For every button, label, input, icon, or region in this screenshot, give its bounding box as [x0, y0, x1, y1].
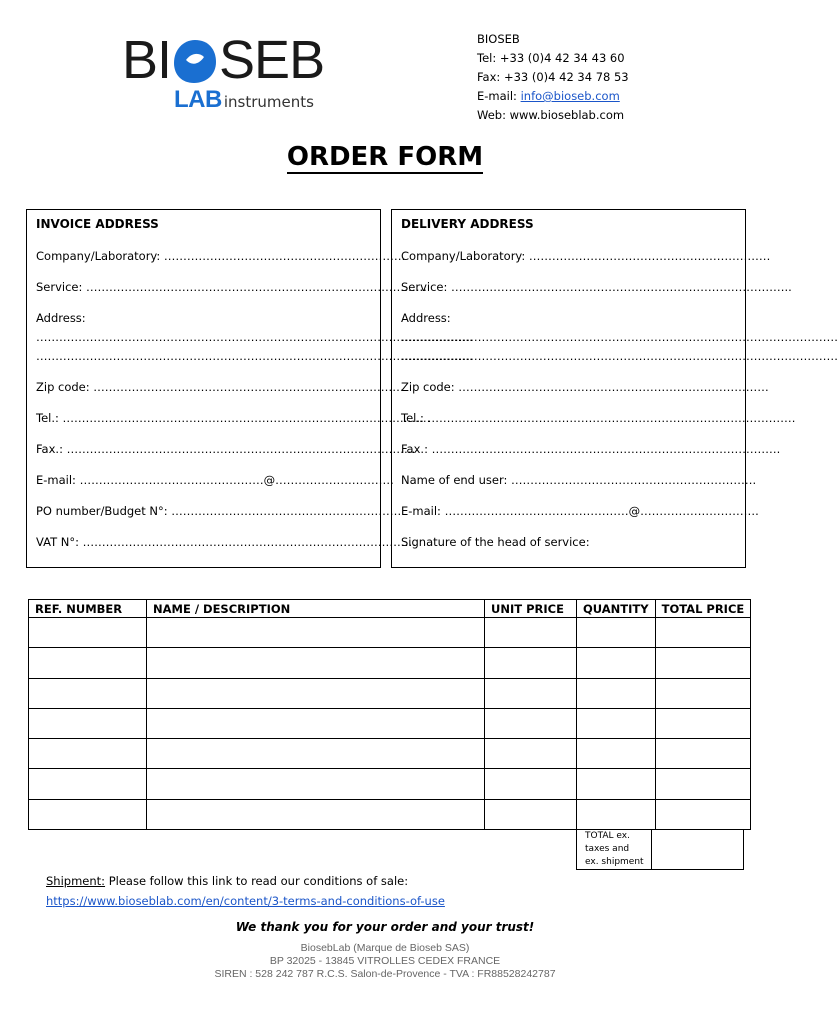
cell-description[interactable] — [147, 799, 485, 829]
table-row — [29, 769, 751, 799]
thank-you-message: We thank you for your order and your trust! — [235, 920, 535, 934]
cell-ref[interactable] — [29, 678, 147, 708]
contact-fax: Fax: +33 (0)4 42 34 78 53 — [477, 70, 629, 84]
invoice-address-line-2[interactable]: …………………………………………………………………………………………………… — [36, 349, 473, 363]
delivery-zip-field[interactable]: Zip code: ……………………………………………………………………… — [401, 380, 769, 394]
table-header-row — [29, 600, 751, 618]
logo-instruments-text: instruments — [223, 93, 314, 111]
page-title: ORDER FORM — [286, 142, 484, 172]
shipment-note — [46, 871, 445, 911]
cell-quantity[interactable] — [577, 799, 656, 829]
cell-unit-price[interactable] — [485, 739, 577, 769]
cell-total-price[interactable] — [655, 648, 751, 678]
invoice-address-label: Address: — [36, 311, 86, 325]
cell-ref[interactable] — [29, 769, 147, 799]
delivery-address-line-2[interactable]: …………………………………………………………………………………………………… — [401, 349, 838, 363]
invoice-fax-field[interactable]: Fax.: ………………………………………………………………………………. — [36, 442, 416, 456]
logo-text-right: SEB — [219, 30, 325, 90]
col-unit-price: UNIT PRICE — [485, 600, 577, 618]
bioseb-logo — [122, 32, 342, 112]
cell-unit-price[interactable] — [485, 648, 577, 678]
contact-tel: Tel: +33 (0)4 42 34 43 60 — [477, 51, 625, 65]
shipment-text: Please follow this link to read our conditions of sale: — [105, 874, 409, 888]
invoice-vat-field[interactable]: VAT N°: …………………………………………………………………………… — [36, 535, 417, 549]
table-row — [29, 708, 751, 738]
invoice-header: INVOICE ADDRESS — [36, 217, 159, 231]
cell-total-price[interactable] — [655, 799, 751, 829]
delivery-header: DELIVERY ADDRESS — [401, 217, 534, 231]
cell-unit-price[interactable] — [485, 799, 577, 829]
email-label: E-mail: — [477, 89, 521, 103]
footer — [0, 942, 770, 981]
cell-quantity[interactable] — [577, 739, 656, 769]
invoice-email-field[interactable]: E-mail: …………………………………………@…………………………. — [36, 473, 394, 487]
delivery-address-label: Address: — [401, 311, 451, 325]
footer-line-1: BiosebLab (Marque de Bioseb SAS) — [300, 942, 470, 954]
conditions-link[interactable]: https://www.bioseblab.com/en/content/3-terms-and-conditions-of-use — [46, 894, 445, 908]
order-items-table — [28, 599, 751, 830]
cell-unit-price[interactable] — [485, 708, 577, 738]
cell-total-price[interactable] — [655, 769, 751, 799]
total-row — [576, 829, 744, 870]
invoice-company-field[interactable]: Company/Laboratory: ……………………………………………………… — [36, 249, 406, 263]
contact-web: Web: www.bioseblab.com — [477, 108, 625, 122]
cell-ref[interactable] — [29, 739, 147, 769]
cell-unit-price[interactable] — [485, 769, 577, 799]
delivery-email-field[interactable]: E-mail: …………………………………………@…………………………. — [401, 504, 759, 518]
logo-text-left: BI — [122, 30, 172, 90]
cell-ref[interactable] — [29, 618, 147, 648]
col-name-description: NAME / DESCRIPTION — [147, 600, 485, 618]
total-label-line-2: taxes and — [585, 844, 630, 854]
shipment-text-row — [46, 871, 445, 891]
invoice-tel-field[interactable]: Tel.: …………………………………………………………………………………… — [36, 411, 431, 425]
delivery-company-field[interactable]: Company/Laboratory: ……………………………………………………… — [401, 249, 771, 263]
cell-description[interactable] — [147, 708, 485, 738]
cell-ref[interactable] — [29, 799, 147, 829]
invoice-zip-field[interactable]: Zip code: ……………………………………………………………………… — [36, 380, 404, 394]
total-label-line-3: ex. shipment — [585, 857, 644, 867]
delivery-end-user-field[interactable]: Name of end user: ………………………………………………………. — [401, 473, 757, 487]
col-quantity: QUANTITY — [577, 600, 656, 618]
cell-description[interactable] — [147, 678, 485, 708]
cell-quantity[interactable] — [577, 708, 656, 738]
table-row — [29, 799, 751, 829]
table-row — [29, 618, 751, 648]
table-row — [29, 678, 751, 708]
email-link[interactable]: info@bioseb.com — [520, 89, 620, 103]
delivery-signature-field[interactable]: Signature of the head of service: — [401, 535, 590, 549]
cell-quantity[interactable] — [577, 678, 656, 708]
delivery-address-box — [391, 209, 838, 568]
cell-description[interactable] — [147, 739, 485, 769]
cell-total-price[interactable] — [655, 739, 751, 769]
total-value-cell[interactable] — [652, 829, 744, 870]
cell-unit-price[interactable] — [485, 618, 577, 648]
invoice-po-field[interactable]: PO number/Budget N°: …………………………………………………… — [36, 504, 402, 518]
cell-quantity[interactable] — [577, 648, 656, 678]
delivery-service-field[interactable]: Service: …………………………………………………………………………….. — [401, 280, 792, 294]
total-label-line-1: TOTAL ex. — [585, 831, 630, 841]
contact-block — [477, 30, 629, 125]
logo-eye-icon — [173, 38, 217, 84]
footer-line-3: SIREN : 528 242 787 R.C.S. Salon-de-Provence - TVA : FR88528242787 — [214, 968, 556, 980]
cell-quantity[interactable] — [577, 769, 656, 799]
cell-total-price[interactable] — [655, 618, 751, 648]
cell-description[interactable] — [147, 769, 485, 799]
cell-total-price[interactable] — [655, 678, 751, 708]
invoice-service-field[interactable]: Service: …………………………………………………………………………….. — [36, 280, 427, 294]
col-total-price: TOTAL PRICE — [655, 600, 751, 618]
contact-email-row — [477, 87, 629, 106]
table-row — [29, 739, 751, 769]
table-row — [29, 648, 751, 678]
invoice-address-line-1[interactable]: …………………………………………………………………………………………………… — [36, 330, 473, 344]
cell-description[interactable] — [147, 618, 485, 648]
cell-total-price[interactable] — [655, 708, 751, 738]
cell-ref[interactable] — [29, 648, 147, 678]
delivery-tel-field[interactable]: Tel.: …………………………………………………………………………………… — [401, 411, 796, 425]
cell-quantity[interactable] — [577, 618, 656, 648]
shipment-label: Shipment: — [46, 874, 106, 888]
delivery-address-line-1[interactable]: …………………………………………………………………………………………………… — [401, 330, 838, 344]
footer-line-2: BP 32025 - 13845 VITROLLES CEDEX FRANCE — [269, 955, 501, 967]
delivery-fax-field[interactable]: Fax.: ………………………………………………………………………………. — [401, 442, 781, 456]
total-label — [576, 829, 652, 870]
logo-lab-text: LAB — [174, 86, 222, 113]
cell-unit-price[interactable] — [485, 678, 577, 708]
page-title-wrap — [0, 142, 770, 172]
col-ref-number: REF. NUMBER — [29, 600, 147, 618]
company-name: BIOSEB — [477, 32, 520, 46]
cell-ref[interactable] — [29, 708, 147, 738]
cell-description[interactable] — [147, 648, 485, 678]
